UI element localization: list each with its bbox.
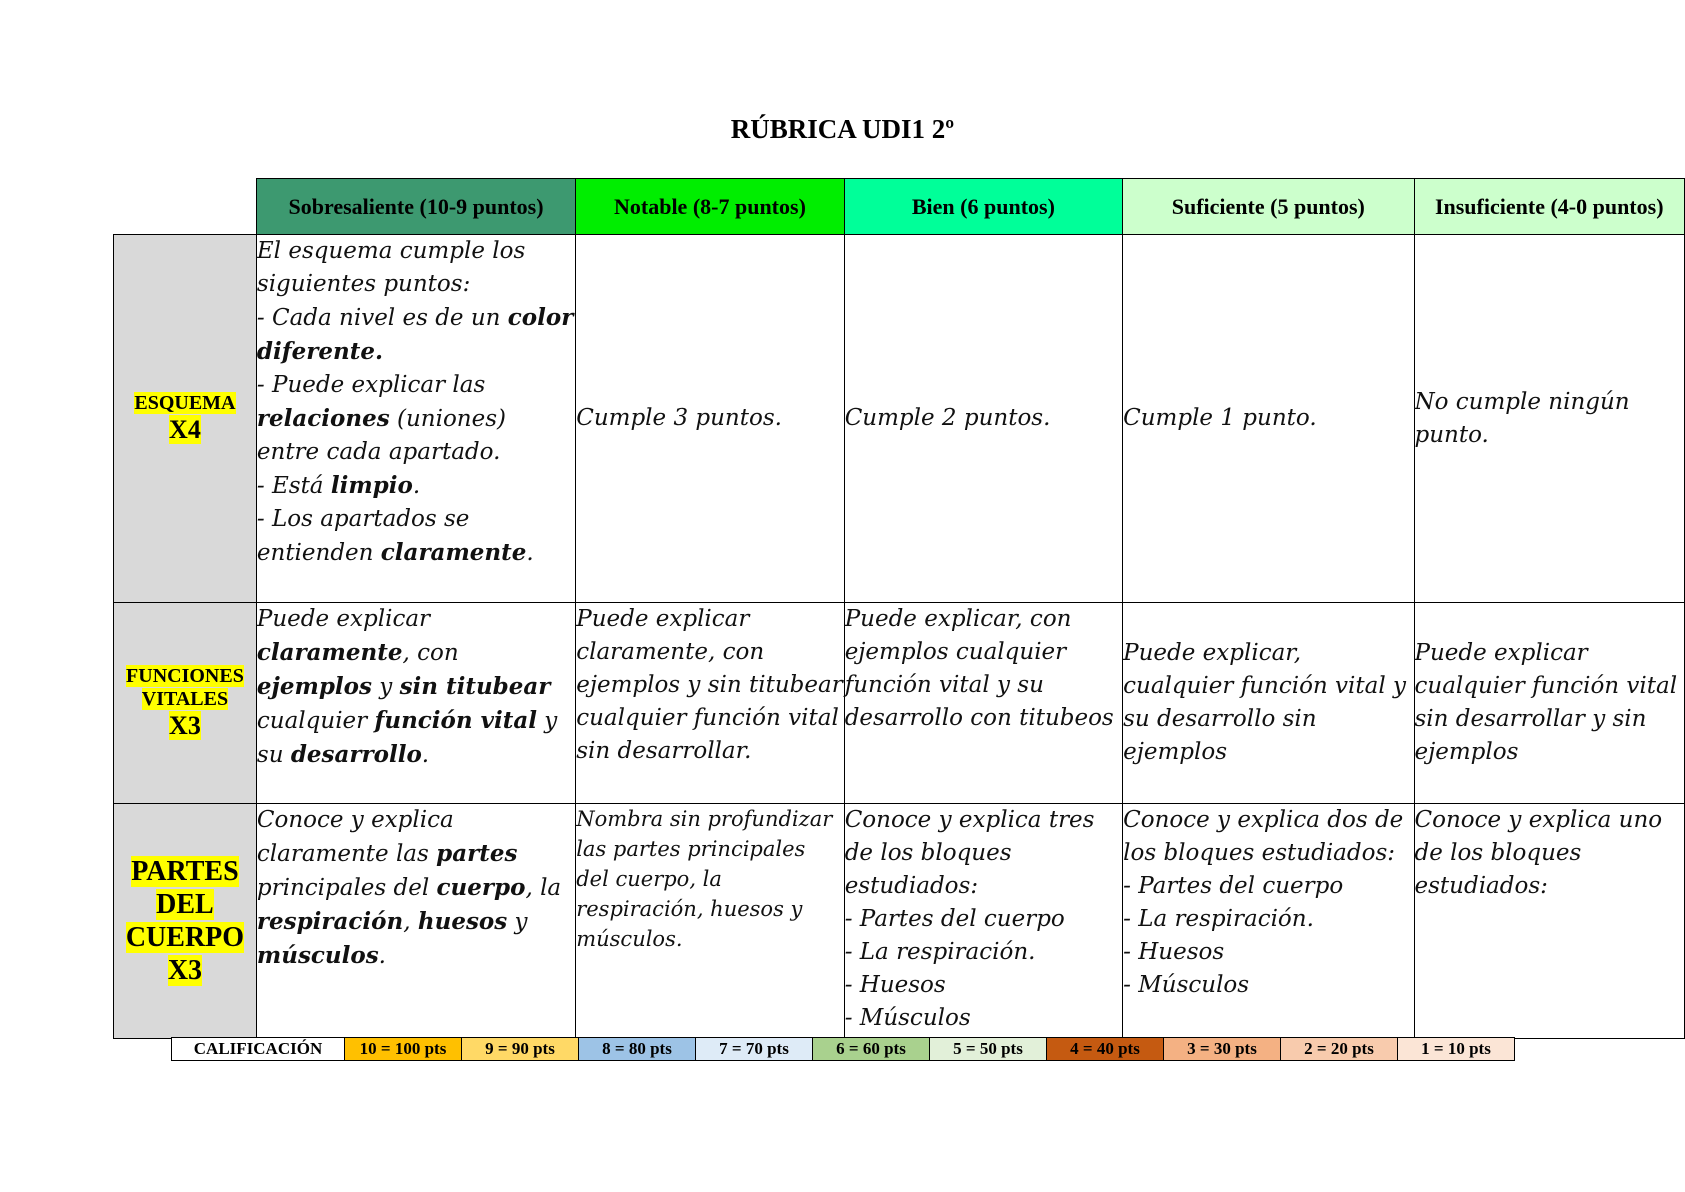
- text-line: - Músculos: [1123, 972, 1250, 998]
- bold-fragment: limpio: [330, 472, 413, 499]
- text-fragment: - Puede explicar las: [256, 372, 486, 398]
- text-fragment: El esquema cumple los siguientes puntos:: [256, 238, 526, 297]
- text-fragment: y: [371, 674, 400, 700]
- criterion-multiplier: X3: [167, 955, 203, 986]
- row-funciones-vitales: [114, 603, 1685, 804]
- text-fragment: (uniones) entre cada apartado.: [256, 406, 506, 465]
- text-line: - Partes del cuerpo: [844, 906, 1065, 932]
- grade-2: 2 = 20 pts: [1280, 1038, 1397, 1060]
- bold-fragment: claramente: [380, 539, 527, 566]
- cell-funciones-sobresaliente: [256, 603, 575, 804]
- text-fragment: y: [507, 909, 528, 935]
- text-line: - Huesos: [1123, 939, 1225, 965]
- cell-esquema-notable: Cumple 3 puntos.: [576, 235, 844, 603]
- bold-fragment: partes: [436, 840, 518, 867]
- bold-fragment: claramente: [256, 639, 403, 666]
- text-fragment: - Está: [256, 473, 331, 499]
- grade-8: 8 = 80 pts: [578, 1038, 695, 1060]
- text-fragment: principales del: [256, 875, 437, 901]
- grade-7: 7 = 70 pts: [695, 1038, 812, 1060]
- header-notable: Notable (8-7 puntos): [576, 179, 844, 235]
- bold-fragment: función vital: [374, 707, 537, 734]
- grade-4: 4 = 40 pts: [1046, 1038, 1163, 1060]
- cell-esquema-insuficiente: No cumple ningún punto.: [1414, 235, 1685, 603]
- grade-1: 1 = 10 pts: [1397, 1038, 1514, 1060]
- page-title: RÚBRICA UDI1 2º: [730, 114, 955, 144]
- cell-esquema-sobresaliente: [256, 235, 575, 603]
- bold-fragment: relaciones: [256, 405, 390, 432]
- text-line: Conoce y explica tres de los bloques estudiados:: [844, 807, 1095, 899]
- text-fragment: , la: [525, 875, 562, 901]
- cell-funciones-suficiente: Puede explicar, cualquier función vital y su desarrollo sin ejemplos: [1123, 603, 1414, 804]
- text-fragment: - Los apartados se entienden: [256, 506, 470, 566]
- cell-partes-insuficiente: [1414, 804, 1685, 1039]
- text-line: - Huesos: [844, 972, 946, 998]
- text-line: - La respiración.: [1123, 906, 1314, 932]
- text-line: Conoce y explica uno de los bloques estudiados:: [1414, 807, 1663, 899]
- text-fragment: cualquier: [256, 708, 375, 734]
- grade-10: 10 = 100 pts: [344, 1038, 461, 1060]
- text-fragment: - Cada nivel es de un: [256, 305, 508, 331]
- cell-funciones-bien: Puede explicar, con ejemplos cualquier función vital y su desarrollo con titubeos: [844, 603, 1122, 804]
- bold-fragment: músculos: [256, 942, 379, 969]
- text-fragment: .: [412, 473, 421, 499]
- criterion-name: VITALES: [141, 688, 229, 710]
- criterion-name: CUERPO: [125, 922, 245, 953]
- bold-fragment: huesos: [417, 908, 508, 935]
- criterion-name: DEL: [156, 889, 214, 920]
- criterion-name: ESQUEMA: [134, 392, 236, 414]
- header-insuficiente: Insuficiente (4-0 puntos): [1414, 179, 1685, 235]
- rubric-table: [113, 178, 1685, 1039]
- grade-9: 9 = 90 pts: [461, 1038, 578, 1060]
- cell-partes-bien: [844, 804, 1122, 1039]
- text-line: Conoce y explica dos de los bloques estudiados:: [1123, 807, 1404, 866]
- cell-esquema-bien: Cumple 2 puntos.: [844, 235, 1122, 603]
- text-fragment: .: [526, 540, 534, 566]
- header-row: [114, 179, 1685, 235]
- cell-funciones-insuficiente: Puede explicar cualquier función vital sin desarrollar y sin ejemplos: [1414, 603, 1685, 804]
- criterion-name: PARTES: [131, 856, 239, 887]
- cell-partes-notable: Nombra sin profundizar las partes principales del cuerpo, la respiración, huesos y músculos.: [576, 804, 844, 1039]
- grading-scale: [171, 1037, 1515, 1061]
- criterion-multiplier: X3: [169, 711, 201, 740]
- cell-funciones-notable: Puede explicar claramente, con ejemplos y sin titubear cualquier función vital sin desarrollar.: [576, 603, 844, 804]
- text-fragment: .: [421, 742, 430, 768]
- text-line: - Partes del cuerpo: [1123, 873, 1344, 899]
- text-fragment: Puede explicar: [256, 606, 431, 632]
- cell-esquema-suficiente: Cumple 1 punto.: [1123, 235, 1414, 603]
- grade-5: 5 = 50 pts: [929, 1038, 1046, 1060]
- row-partes-del-cuerpo: [114, 804, 1685, 1039]
- text-fragment: ,: [403, 909, 418, 935]
- text-fragment: .: [378, 943, 386, 969]
- text-line: - Músculos: [844, 1005, 971, 1031]
- corner-cell: [114, 179, 257, 235]
- header-suficiente: Suficiente (5 puntos): [1123, 179, 1414, 235]
- criterion-esquema: [114, 235, 257, 603]
- bold-fragment: respiración: [256, 908, 404, 935]
- cell-partes-suficiente: [1123, 804, 1414, 1039]
- header-bien: Bien (6 puntos): [844, 179, 1122, 235]
- criterion-name: FUNCIONES: [126, 665, 244, 687]
- bold-fragment: color diferente: [256, 304, 574, 365]
- bold-fragment: desarrollo: [290, 741, 422, 768]
- criterion-multiplier: X4: [169, 415, 201, 444]
- text-line: - La respiración.: [844, 939, 1036, 965]
- text-fragment: , con: [402, 640, 459, 666]
- grade-6: 6 = 60 pts: [812, 1038, 929, 1060]
- bold-fragment: cuerpo: [436, 874, 526, 901]
- cell-partes-sobresaliente: [256, 804, 575, 1039]
- grade-3: 3 = 30 pts: [1163, 1038, 1280, 1060]
- criterion-funciones-vitales: [114, 603, 257, 804]
- row-esquema: [114, 235, 1685, 603]
- bold-fragment: sin titubear: [399, 673, 551, 700]
- bold-fragment: ejemplos: [256, 673, 372, 700]
- criterion-partes-del-cuerpo: [114, 804, 257, 1039]
- text-fragment: y su: [256, 708, 558, 768]
- header-sobresaliente: Sobresaliente (10-9 puntos): [256, 179, 575, 235]
- text-fragment: .: [374, 338, 383, 365]
- grading-label: CALIFICACIÓN: [172, 1038, 344, 1060]
- text-fragment: Conoce y explica claramente las: [256, 807, 454, 867]
